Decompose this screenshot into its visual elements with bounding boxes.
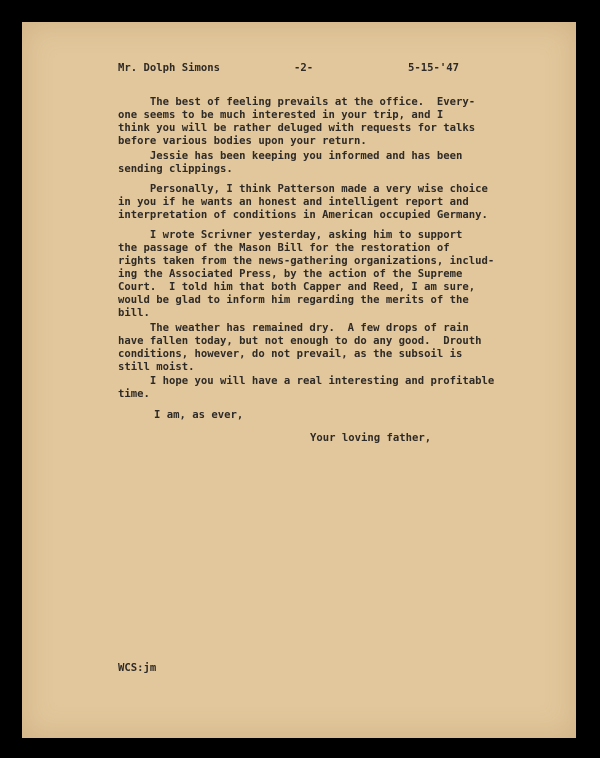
- paragraph-jessie: [118, 150, 462, 176]
- paragraph-wishes: [118, 375, 494, 401]
- paragraph-patterson: [118, 183, 488, 222]
- paragraph-weather: [118, 322, 482, 374]
- paragraph-line: have fallen today, but not enough to do any good. Drouth: [118, 335, 482, 347]
- paragraph-line: I wrote Scrivner yesterday, asking him to support: [118, 229, 463, 241]
- paragraph-scrivner: [118, 229, 494, 320]
- paragraph-line: bill.: [118, 307, 150, 319]
- paragraph-line: one seems to be much interested in your trip, and I: [118, 109, 444, 121]
- paragraph-line: Jessie has been keeping you informed and has been: [118, 150, 463, 162]
- paragraph-office: [118, 96, 475, 148]
- paragraph-line: I hope you will have a real interesting and profitable: [118, 375, 495, 387]
- paragraph-line: the passage of the Mason Bill for the restoration of: [118, 242, 450, 254]
- paragraph-line: still moist.: [118, 361, 195, 373]
- paragraph-line: sending clippings.: [118, 163, 233, 175]
- paragraph-line: Court. I told him that both Capper and Reed, I am sure,: [118, 281, 476, 293]
- closing-line: I am, as ever,: [154, 409, 244, 421]
- paragraph-line: before various bodies upon your return.: [118, 135, 367, 147]
- header-page-number: -2-: [294, 62, 314, 74]
- paragraph-line: The weather has remained dry. A few drops of rain: [118, 322, 469, 334]
- paragraph-line: The best of feeling prevails at the office. Every-: [118, 96, 476, 108]
- paragraph-line: think you will be rather deluged with requests for talks: [118, 122, 476, 134]
- paragraph-line: conditions, however, do not prevail, as the subsoil is: [118, 348, 463, 360]
- paragraph-line: ing the Associated Press, by the action of the Supreme: [118, 268, 463, 280]
- paragraph-line: in you if he wants an honest and intelligent report and: [118, 196, 469, 208]
- header-date: 5-15-'47: [408, 62, 460, 74]
- paragraph-line: time.: [118, 388, 150, 400]
- typist-initials: WCS:jm: [118, 662, 157, 674]
- paragraph-line: rights taken from the news-gathering organizations, includ-: [118, 255, 495, 267]
- letter-page: [22, 22, 576, 738]
- paragraph-line: Personally, I think Patterson made a very wise choice: [118, 183, 488, 195]
- paragraph-line: would be glad to inform him regarding the merits of the: [118, 294, 469, 306]
- signoff-line: Your loving father,: [310, 432, 432, 444]
- header-recipient: Mr. Dolph Simons: [118, 62, 221, 74]
- paragraph-line: interpretation of conditions in American occupied Germany.: [118, 209, 488, 221]
